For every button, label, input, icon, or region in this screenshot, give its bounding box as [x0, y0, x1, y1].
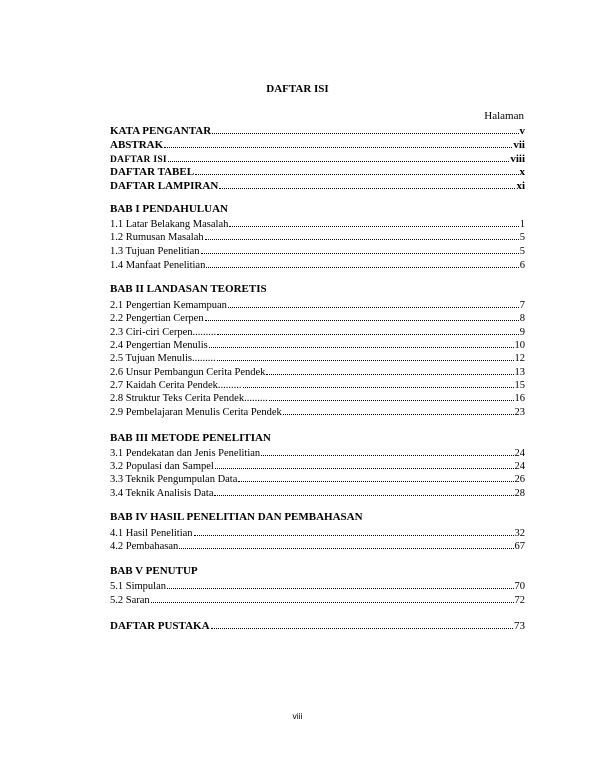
toc-entry-label: 2.5 Tujuan Menulis......... — [110, 353, 216, 364]
toc-entry-page: 1 — [519, 219, 525, 230]
toc-entry-label: 1.1 Latar Belakang Masalah — [110, 219, 229, 230]
toc-entry-label: 2.9 Pembelajaran Menulis Cerita Pendek — [110, 407, 282, 418]
toc-entry-kata-pengantar[interactable] — [110, 123, 525, 137]
leader-dots — [219, 178, 515, 189]
toc-entry-page: 15 — [514, 380, 525, 391]
toc-entry[interactable] — [110, 243, 525, 257]
toc-entry[interactable] — [110, 310, 525, 324]
leader-dots — [211, 618, 513, 629]
toc-entry-label: 4.1 Hasil Penelitian — [110, 528, 193, 539]
toc-entry-page: 28 — [514, 488, 525, 499]
leader-dots — [194, 525, 514, 536]
toc-entry-page: xi — [516, 180, 525, 192]
chapter-heading: BAB II LANDASAN TEORETIS — [110, 283, 267, 295]
toc-entry[interactable] — [110, 404, 525, 418]
toc-entry[interactable] — [110, 350, 525, 364]
toc-entry-label: 2.3 Ciri-ciri Cerpen......... — [110, 327, 217, 338]
toc-entry-page: 5 — [519, 232, 525, 243]
leader-dots — [168, 151, 509, 162]
toc-entry-page: 32 — [514, 528, 525, 539]
toc-entry-daftar-tabel[interactable] — [110, 164, 525, 178]
toc-entry[interactable] — [110, 578, 525, 592]
toc-entry-daftar-lampiran[interactable] — [110, 178, 525, 192]
toc-entry[interactable] — [110, 297, 525, 311]
toc-entry-label: 1.2 Rumusan Masalah — [110, 232, 204, 243]
leader-dots — [261, 445, 513, 456]
toc-entry-daftar-pustaka[interactable] — [110, 618, 525, 632]
chapter-heading: BAB V PENUTUP — [110, 565, 198, 577]
toc-entry-page: viii — [510, 153, 525, 165]
toc-entry-label: ABSTRAK — [110, 139, 164, 151]
leader-dots — [164, 137, 512, 148]
toc-entry-page: 70 — [514, 581, 525, 592]
toc-entry-label: 3.1 Pendekatan dan Jenis Penelitian — [110, 448, 261, 459]
toc-entry-label: 3.3 Teknik Pengumpulan Data — [110, 474, 238, 485]
toc-entry[interactable] — [110, 390, 525, 404]
leader-dots — [151, 592, 514, 603]
page-number-footer: viii — [292, 711, 303, 721]
leader-dots — [195, 164, 518, 175]
toc-entry-page: x — [519, 166, 525, 178]
toc-entry-page: 12 — [514, 353, 525, 364]
toc-entry[interactable] — [110, 364, 525, 378]
toc-entry-label: DAFTAR TABEL — [110, 166, 195, 178]
halaman-label: Halaman — [484, 110, 524, 122]
toc-entry[interactable] — [110, 471, 525, 485]
toc-entry-label: 2.6 Unsur Pembangun Cerita Pendek — [110, 367, 266, 378]
toc-entry-label: 3.2 Populasi dan Sampel — [110, 461, 214, 472]
toc-entry-label: DAFTAR LAMPIRAN — [110, 180, 219, 192]
toc-entry[interactable] — [110, 324, 525, 338]
leader-dots — [283, 404, 514, 415]
toc-entry-label: 2.2 Pengertian Cerpen — [110, 313, 204, 324]
toc-entry-page: 26 — [514, 474, 525, 485]
leader-dots — [214, 485, 513, 496]
toc-entry-page: 72 — [514, 595, 525, 606]
toc-entry-label: 2.4 Pengertian Menulis — [110, 340, 208, 351]
table-of-contents — [110, 0, 525, 770]
leader-dots — [167, 578, 513, 589]
toc-entry-page: 7 — [519, 300, 525, 311]
toc-entry-label: DAFTAR PUSTAKA — [110, 620, 210, 632]
leader-dots — [217, 350, 514, 361]
toc-entry[interactable] — [110, 257, 525, 271]
leader-dots — [201, 243, 519, 254]
toc-entry-label: 5.2 Saran — [110, 595, 150, 606]
toc-entry-page: 8 — [519, 313, 525, 324]
leader-dots — [215, 458, 514, 469]
leader-dots — [228, 297, 519, 308]
chapter-heading: BAB IV HASIL PENELITIAN DAN PEMBAHASAN — [110, 511, 363, 523]
toc-entry[interactable] — [110, 445, 525, 459]
toc-entry-page: 10 — [514, 340, 525, 351]
leader-dots — [205, 229, 519, 240]
toc-entry-label: 2.7 Kaidah Cerita Pendek......... — [110, 380, 242, 391]
toc-entry[interactable] — [110, 377, 525, 391]
toc-entry-page: 5 — [519, 246, 525, 257]
toc-entry[interactable] — [110, 538, 525, 552]
toc-entry-page: 16 — [514, 393, 525, 404]
leader-dots — [269, 390, 514, 401]
leader-dots — [206, 257, 518, 268]
toc-entry-page: 67 — [514, 541, 525, 552]
leader-dots — [209, 337, 514, 348]
toc-entry[interactable] — [110, 216, 525, 230]
toc-entry-label: 1.4 Manfaat Penelitian — [110, 260, 206, 271]
toc-entry-label: KATA PENGANTAR — [110, 125, 212, 137]
toc-entry-label: DAFTAR ISI — [110, 155, 167, 165]
toc-entry-label: 1.3 Tujuan Penelitian — [110, 246, 200, 257]
leader-dots — [243, 377, 514, 388]
toc-entry-page: 6 — [519, 260, 525, 271]
leader-dots — [238, 471, 513, 482]
leader-dots — [179, 538, 513, 549]
toc-entry-page: 13 — [514, 367, 525, 378]
toc-entry-page: 23 — [514, 407, 525, 418]
toc-entry[interactable] — [110, 229, 525, 243]
toc-entry-label: 4.2 Pembahasan — [110, 541, 179, 552]
toc-entry-label: 5.1 Simpulan — [110, 581, 167, 592]
toc-entry-abstrak[interactable] — [110, 137, 525, 151]
toc-entry-label: 2.1 Pengertian Kemampuan — [110, 300, 227, 311]
toc-entry-page: v — [519, 125, 525, 137]
toc-entry-page: 24 — [514, 448, 525, 459]
toc-entry[interactable] — [110, 525, 525, 539]
toc-entry[interactable] — [110, 485, 525, 499]
toc-entry-page: 73 — [514, 620, 525, 632]
toc-entry[interactable] — [110, 337, 525, 351]
toc-entry-page: 24 — [514, 461, 525, 472]
toc-entry[interactable] — [110, 458, 525, 472]
toc-entry[interactable] — [110, 592, 525, 606]
toc-entry-page: vii — [513, 139, 525, 151]
toc-entry-label: 2.8 Struktur Teks Cerita Pendek......... — [110, 393, 268, 404]
page-title: DAFTAR ISI — [266, 83, 329, 95]
toc-entry-daftar-isi[interactable] — [110, 151, 525, 165]
leader-dots — [229, 216, 518, 227]
leader-dots — [217, 324, 519, 335]
chapter-heading: BAB III METODE PENELITIAN — [110, 432, 271, 444]
leader-dots — [205, 310, 519, 321]
toc-entry-page: 9 — [519, 327, 525, 338]
chapter-heading: BAB I PENDAHULUAN — [110, 203, 228, 215]
leader-dots — [212, 123, 518, 134]
toc-entry-label: 3.4 Teknik Analisis Data — [110, 488, 214, 499]
leader-dots — [266, 364, 513, 375]
